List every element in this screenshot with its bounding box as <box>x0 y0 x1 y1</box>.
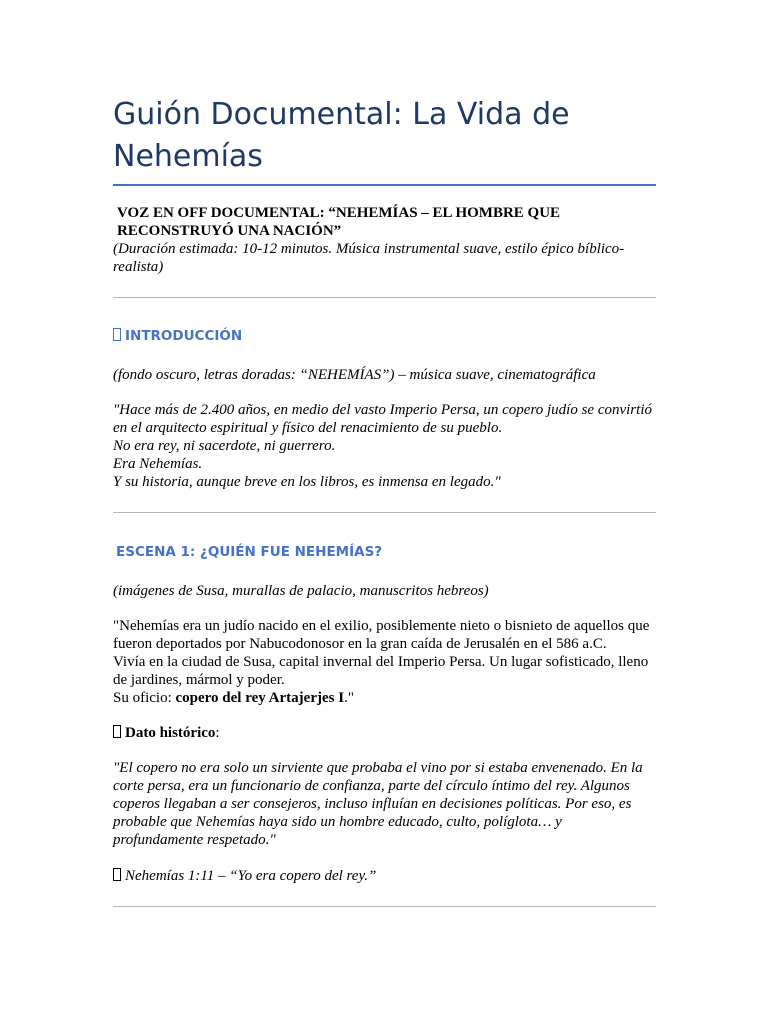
section-heading-escena-1: ESCENA 1: ¿QUIÉN FUE NEHEMÍAS? <box>116 544 383 560</box>
quote-line: "Hace más de 2.400 años, en medio del vasto Imperio Persa, un copero judío se convirtió <box>113 402 652 418</box>
narration-line: Vivía en la ciudad de Susa, capital invernal del Imperio Persa. Un lugar sofisticado, lleno <box>113 654 649 670</box>
quote-line: Era Nehemías. <box>113 456 203 472</box>
title-line-1: Guión Documental: La Vida de <box>113 97 570 132</box>
historical-fact-text <box>113 759 656 849</box>
missing-glyph-icon <box>113 328 121 341</box>
quote-line: Y su historia, aunque breve en los libros, es inmensa en legado." <box>113 474 501 490</box>
fact-line: profundamente respetado." <box>113 832 276 848</box>
office-suffix: ." <box>344 690 354 706</box>
stage-direction: (imágenes de Susa, murallas de palacio, manuscritos hebreos) <box>113 583 489 599</box>
narration-line: "Nehemías era un judío nacido en el exilio, posiblemente nieto o bisnieto de aquellos que <box>113 618 650 634</box>
divider <box>113 297 656 298</box>
voiceover-heading-line-2: RECONSTRUYÓ UNA NACIÓN” <box>117 223 342 239</box>
duration-note-line-2: realista) <box>113 259 164 275</box>
fact-line: corte persa, era un funcionario de confianza, parte del círculo íntimo del rey. Algunos <box>113 778 630 794</box>
title-line-2: Nehemías <box>113 139 263 174</box>
narration-line: de jardines, mármol y poder. <box>113 672 285 688</box>
office-title: copero del rey Artajerjes I <box>175 690 345 706</box>
quote-line: No era rey, ni sacerdote, ni guerrero. <box>113 438 336 454</box>
fact-line: "El copero no era solo un sirviente que probaba el vino por si estaba envenenado. En la <box>113 760 643 776</box>
quote-line: en el arquitecto espiritual y físico del renacimiento de su pueblo. <box>113 420 503 436</box>
section-heading-introduccion <box>113 327 656 345</box>
narration-line: fueron deportados por Nabucodonosor en la gran caída de Jerusalén en el 586 a.C. <box>113 636 607 652</box>
voiceover-heading-line-1: VOZ EN OFF DOCUMENTAL: “NEHEMÍAS – EL HOMBRE QUE <box>117 205 561 221</box>
stage-direction: (fondo oscuro, letras doradas: “NEHEMÍAS”) – música suave, cinematográfica <box>113 367 596 383</box>
divider <box>113 906 656 907</box>
fact-label-text: Dato histórico <box>125 725 216 741</box>
duration-note-line-1: (Duración estimada: 10-12 minutos. Música instrumental suave, estilo épico bíblico- <box>113 241 625 257</box>
fact-line: probable que Nehemías haya sido un hombre educado, culto, políglota… y <box>113 814 562 830</box>
fact-label-colon: : <box>215 725 220 741</box>
fact-line: coperos llegaban a ser consejeros, incluso influían en decisiones políticas. Por eso, es <box>113 796 632 812</box>
document-body <box>113 94 656 907</box>
voiceover-heading <box>113 204 656 240</box>
missing-glyph-icon <box>113 868 121 881</box>
scripture-citation <box>113 867 656 885</box>
citation-text: Nehemías 1:11 – “Yo era copero del rey.” <box>125 868 377 884</box>
historical-fact-label <box>113 724 656 742</box>
intro-quote <box>113 401 656 491</box>
section-heading-label: INTRODUCCIÓN <box>125 328 243 344</box>
divider <box>113 512 656 513</box>
scene-narration <box>113 617 656 707</box>
office-prefix: Su oficio: <box>113 690 176 706</box>
document-title <box>113 94 656 186</box>
missing-glyph-icon <box>113 725 121 738</box>
duration-note <box>113 240 656 276</box>
